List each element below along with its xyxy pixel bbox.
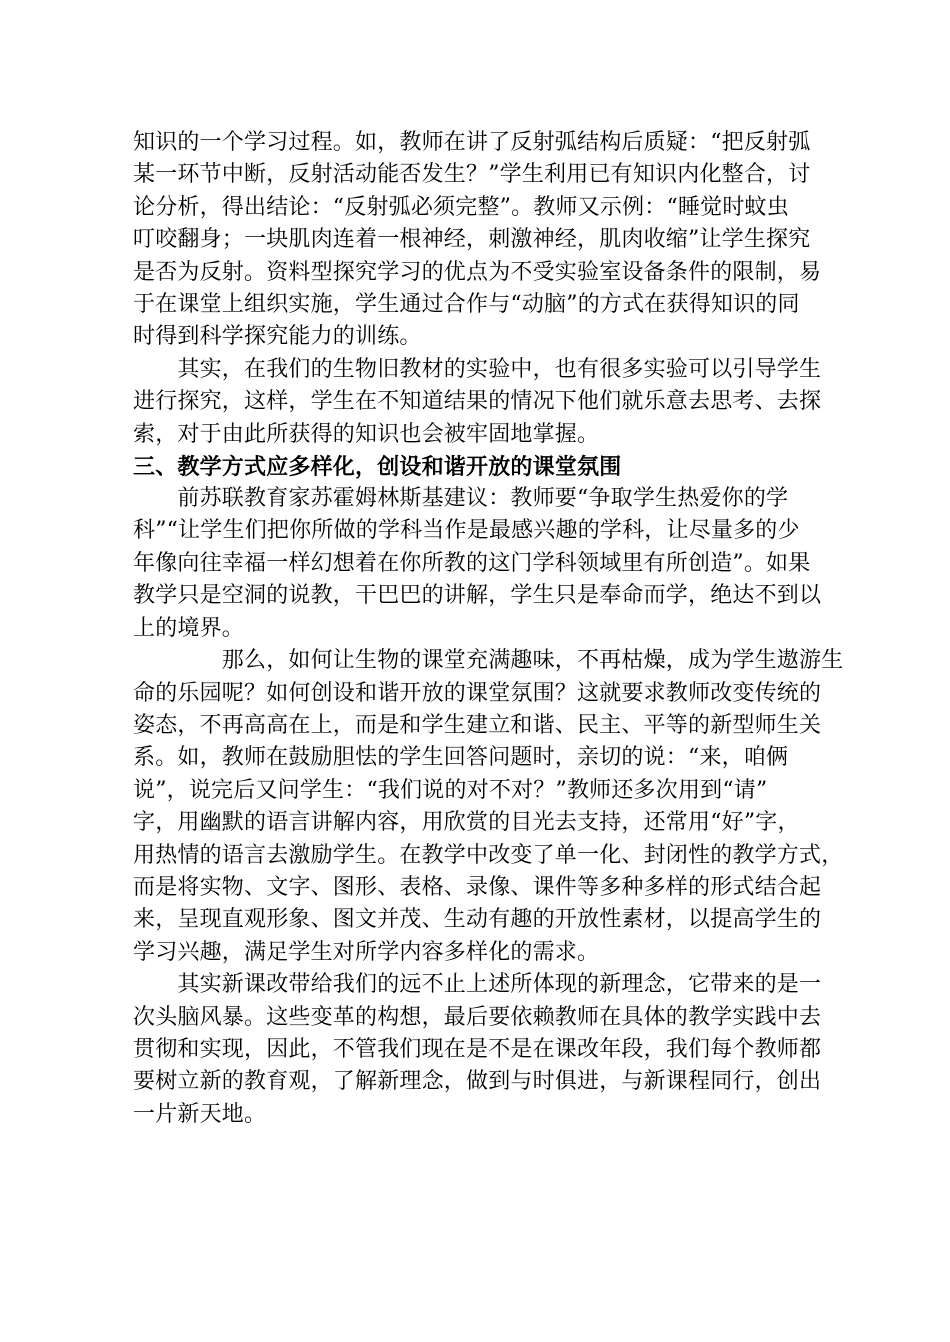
paragraph-line: 进行探究，这样，学生在不知道结果的情况下他们就乐意去思考、去探 xyxy=(133,389,822,414)
paragraph-line: 要树立新的教育观，了解新理念，做到与时俱进，与新课程同行，创出 xyxy=(133,1069,822,1094)
section-heading: 三、教学方式应多样化，创设和谐开放的课堂氛围 xyxy=(133,454,622,480)
paragraph-line: 用热情的语言去激励学生。在教学中改变了单一化、封闭性的教学方式， xyxy=(133,843,844,868)
paragraph-line: 某一环节中断，反射活动能否发生？”学生利用已有知识内化整合，讨 xyxy=(133,162,811,187)
paragraph-line: 系。如，教师在鼓励胆怯的学生回答问题时，亲切的说：“来，咱俩 xyxy=(133,745,789,770)
paragraph-line: 贯彻和实现，因此，不管我们现在是不是在课改年段，我们每个教师都 xyxy=(133,1037,822,1062)
paragraph-line: 论分析，得出结论：“反射弧必须完整”。教师又示例：“睡觉时蚊虫 xyxy=(133,195,789,220)
paragraph-line: 知识的一个学习过程。如，教师在讲了反射弧结构后质疑：“把反射弧 xyxy=(133,130,811,155)
paragraph-line: 上的境界。 xyxy=(133,616,245,641)
paragraph-line: 于在课堂上组织实施，学生通过合作与“动脑”的方式在获得知识的同 xyxy=(133,292,800,317)
paragraph-line: 说”，说完后又问学生：“我们说的对不对？”教师还多次用到“请” xyxy=(133,778,768,803)
paragraph-line: 是否为反射。资料型探究学习的优点为不受实验室设备条件的限制，易 xyxy=(133,260,822,285)
paragraph-line: 而是将实物、文字、图形、表格、录像、课件等多种多样的形式结合起 xyxy=(133,875,822,900)
paragraph-line: 那么，如何让生物的课堂充满趣味，不再枯燥，成为学生遨游生 xyxy=(133,648,844,673)
paragraph-line: 字，用幽默的语言讲解内容，用欣赏的目光去支持，还常用“好”字， xyxy=(133,810,800,835)
paragraph-line: 索，对于由此所获得的知识也会被牢固地掌握。 xyxy=(133,422,600,447)
paragraph-line: 学习兴趣，满足学生对所学内容多样化的需求。 xyxy=(133,940,600,965)
paragraph-line: 姿态，不再高高在上，而是和学生建立和谐、民主、平等的新型师生关 xyxy=(133,713,822,738)
paragraph-line: 时得到科学探究能力的训练。 xyxy=(133,324,422,349)
paragraph-line: 其实，在我们的生物旧教材的实验中，也有很多实验可以引导学生 xyxy=(133,357,822,382)
paragraph-line: 来，呈现直观形象、图文并茂、生动有趣的开放性素材，以提高学生的 xyxy=(133,907,822,932)
paragraph-line: 科”“让学生们把你所做的学科当作是最感兴趣的学科，让尽量多的少 xyxy=(133,518,800,543)
paragraph-line: 年像向往幸福一样幻想着在你所教的这门学科领域里有所创造”。如果 xyxy=(133,551,811,576)
paragraph-line: 教学只是空洞的说教，干巴巴的讲解，学生只是奉命而学，绝达不到以 xyxy=(133,583,822,608)
paragraph-line: 一片新天地。 xyxy=(133,1102,267,1127)
paragraph-line: 前苏联教育家苏霍姆林斯基建议：教师要“争取学生热爱你的学 xyxy=(133,486,789,511)
paragraph-line: 命的乐园呢？如何创设和谐开放的课堂氛围？这就要求教师改变传统的 xyxy=(133,681,822,706)
paragraph-line: 次头脑风暴。这些变革的构想，最后要依赖教师在具体的教学实践中去 xyxy=(133,1005,822,1030)
paragraph-line: 其实新课改带给我们的远不止上述所体现的新理念，它带来的是一 xyxy=(133,972,822,997)
paragraph-line: 叮咬翻身；一块肌肉连着一根神经，刺激神经，肌肉收缩”让学生探究 xyxy=(133,227,811,252)
